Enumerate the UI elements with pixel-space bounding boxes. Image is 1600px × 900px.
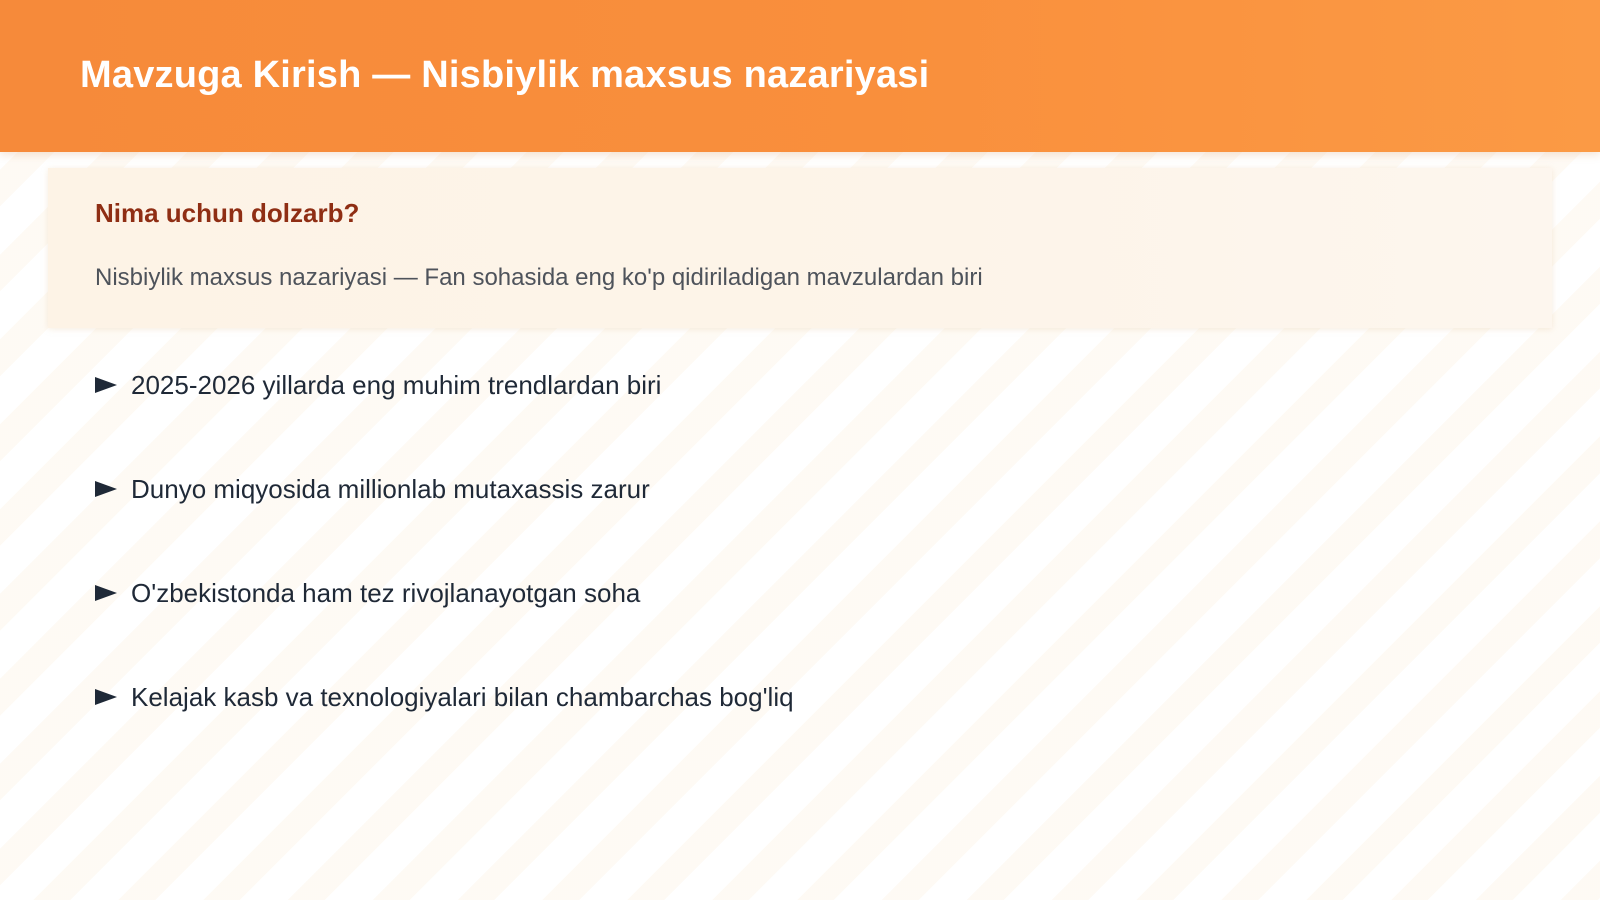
slide-title: Mavzuga Kirish — Nisbiylik maxsus nazariyasi [80,54,930,96]
bullet-text: 2025-2026 yillarda eng muhim trendlardan biri [131,370,662,400]
bullet-text: Dunyo miqyosida millionlab mutaxassis zarur [131,474,650,504]
card-heading: Nima uchun dolzarb? [95,198,360,228]
bullet-text: O'zbekistonda ham tez rivojlanayotgan soha [131,578,641,608]
triangle-right-icon [95,689,117,705]
intro-card [48,168,1552,328]
bullet-text: Kelajak kasb va texnologiyalari bilan chambarchas bog'liq [131,682,794,712]
header-bar [0,0,1600,152]
triangle-right-icon [95,481,117,497]
card-text: Nisbiylik maxsus nazariyasi — Fan sohasida eng ko'p qidiriladigan mavzulardan biri [95,264,983,291]
triangle-right-icon [95,585,117,601]
triangle-right-icon [95,377,117,393]
